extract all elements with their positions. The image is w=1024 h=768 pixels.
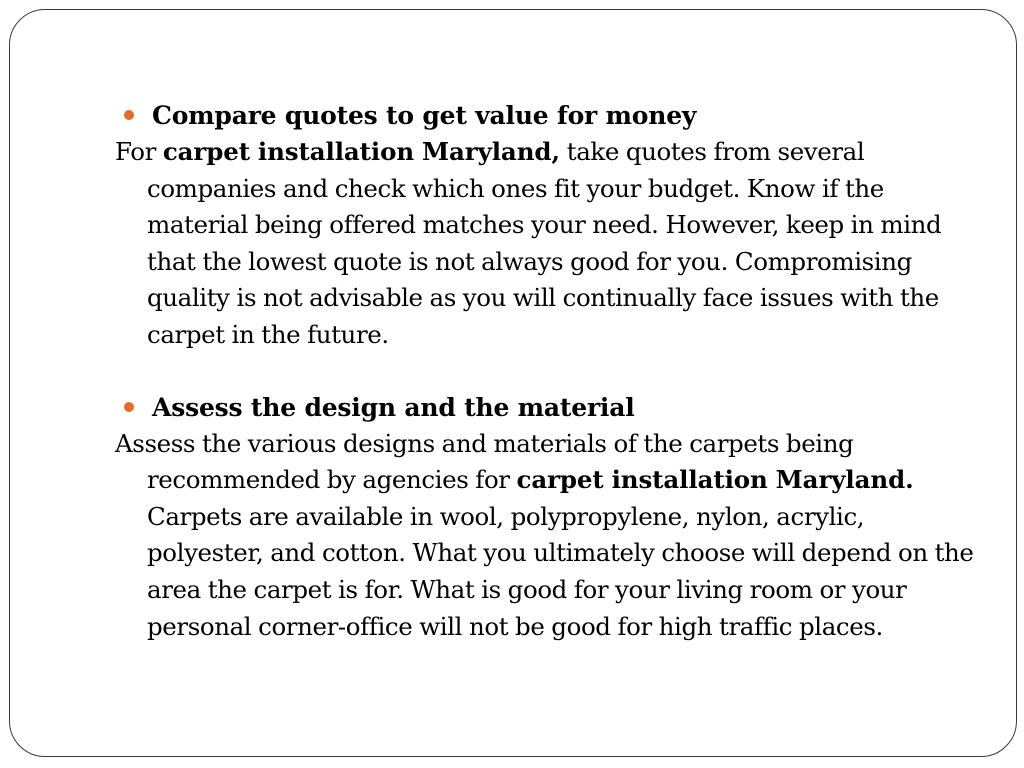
slide-content [115,98,975,645]
slide-frame [9,9,1017,757]
section-2-para-pre: Assess the various designs and materials of the carpets being recommended by agencies for [115,428,854,495]
section-1-paragraph [115,134,975,354]
section-1-para-post: take quotes from several companies and check which ones fit your budget. Know if the material being offered matches your need. However, keep in mind that the lowest quote is not always good for you. Compromising quality is not advisable as you will continually face issues with the carpet in the future. [147,137,942,349]
section-1-heading [115,98,975,134]
bullet-dot-icon [124,110,134,120]
section-2-para-post: Carpets are available in wool, polypropylene, nylon, acrylic, polyester, and cotton. What you ultimately choose will depend on the area the carpet is for. What is good for your living room or your personal corner-office will not be good for high traffic places. [147,501,974,641]
section-2-heading [115,390,975,426]
section-1-para-pre: For [115,137,163,166]
section-2-para-keyword: carpet installation Maryland. [516,465,914,495]
section-1-para-keyword: carpet installation Maryland, [162,137,560,166]
section-2-heading-text: Assess the design and the material [152,392,635,422]
section-1-heading-text: Compare quotes to get value for money [152,101,697,130]
section-spacer [115,354,975,390]
section-2-paragraph [115,426,975,646]
bullet-dot-icon [124,402,134,412]
